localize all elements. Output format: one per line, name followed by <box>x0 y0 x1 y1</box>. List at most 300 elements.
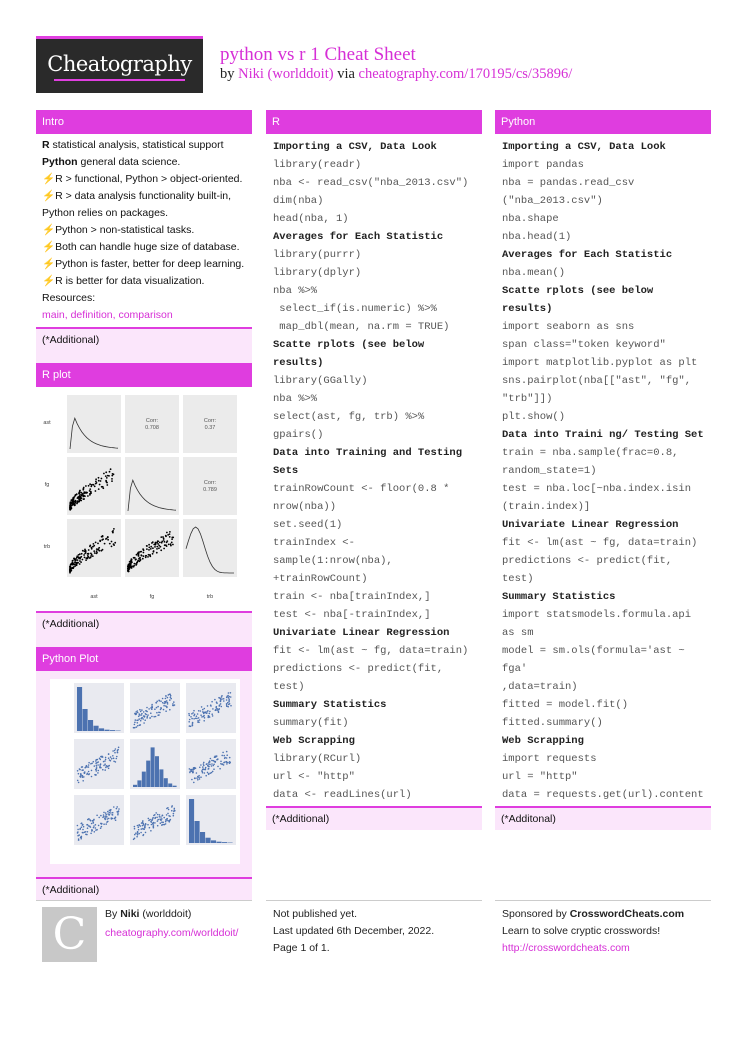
scatter-point <box>110 468 112 470</box>
scatter-point <box>140 718 142 720</box>
scatter-point <box>98 480 100 482</box>
scatter-point <box>155 716 157 718</box>
scatter-point <box>110 756 112 758</box>
scatter-point <box>160 822 162 824</box>
scatter-point <box>91 770 93 772</box>
code-line: data <- readLines(url) <box>273 789 412 801</box>
author-avatar[interactable]: C <box>42 907 97 962</box>
scatter-point <box>165 695 167 697</box>
section-heading: Univariate Linear Regression <box>273 627 450 639</box>
scatter-point <box>78 492 80 494</box>
scatter-point <box>83 498 85 500</box>
scatter-point <box>202 709 204 711</box>
scatter-point <box>77 770 79 772</box>
scatter-point <box>171 537 173 539</box>
code-line: plt.show() <box>502 411 566 423</box>
scatter-point <box>227 702 229 704</box>
scatter-point <box>88 553 90 555</box>
scatter-point <box>142 828 144 830</box>
scatter-point <box>204 772 206 774</box>
intro-body <box>36 134 252 327</box>
scatter-point <box>197 713 199 715</box>
scatter-point <box>196 772 198 774</box>
scatter-point <box>134 563 136 565</box>
scatter-point <box>133 557 135 559</box>
scatter-point <box>189 768 191 770</box>
r-pairs-plot <box>41 393 247 601</box>
footer-divider <box>266 900 482 901</box>
scatter-point <box>166 706 168 708</box>
sheet-url-link[interactable]: cheatography.com/170195/cs/35896/ <box>358 66 573 82</box>
scatter-point <box>191 713 193 715</box>
scatter-point <box>140 714 142 716</box>
scatter-point <box>98 488 100 490</box>
code-line: nba.head(1) <box>502 231 572 243</box>
scatter-point <box>140 832 142 834</box>
scatter-point <box>159 816 161 818</box>
scatter-point <box>141 709 143 711</box>
scatter-point <box>213 765 215 767</box>
scatter-point <box>76 503 78 505</box>
scatter-point <box>148 818 150 820</box>
scatter-point <box>79 499 81 501</box>
scatter-point <box>138 716 140 718</box>
scatter-point <box>229 757 231 759</box>
scatter-point <box>80 823 82 825</box>
scatter-point <box>102 487 104 489</box>
scatter-point <box>151 542 153 544</box>
scatter-point <box>203 762 205 764</box>
scatter-point <box>107 766 109 768</box>
scatter-point <box>211 765 213 767</box>
scatter-point <box>77 497 79 499</box>
scatter-point <box>168 809 170 811</box>
scatter-point <box>116 756 118 758</box>
scatter-point <box>115 819 117 821</box>
scatter-point <box>101 826 103 828</box>
code-line: predictions <- predict(fit, <box>273 663 444 675</box>
scatter-point <box>149 555 151 557</box>
scatter-point <box>85 485 87 487</box>
author-link[interactable]: Niki (worlddoit) <box>238 66 334 82</box>
scatter-point <box>210 704 212 706</box>
scatter-point <box>107 811 109 813</box>
scatter-point <box>116 758 118 760</box>
scatter-point <box>87 495 89 497</box>
code-line: map_dbl(mean, na.rm = TRUE) <box>273 321 450 333</box>
scatter-point <box>152 823 154 825</box>
scatter-point <box>90 486 92 488</box>
code-line: test = nba.loc[~nba.index.isin <box>502 483 692 495</box>
scatter-point <box>82 766 84 768</box>
scatter-point <box>218 711 220 713</box>
scatter-point <box>152 553 154 555</box>
scatter-point <box>98 817 100 819</box>
scatter-point <box>206 763 208 765</box>
scatter-point <box>154 546 156 548</box>
code-line: select_if(is.numeric) %>% <box>273 303 437 315</box>
scatter-point <box>167 820 169 822</box>
scatter-point <box>197 721 199 723</box>
scatter-point <box>86 774 88 776</box>
scatter-point <box>168 815 170 817</box>
section-heading: results) <box>502 303 553 315</box>
scatter-point <box>197 720 199 722</box>
scatter-point <box>221 698 223 700</box>
scatter-point <box>226 762 228 764</box>
scatter-point <box>97 772 99 774</box>
code-line: predictions <- predict(fit, <box>502 555 673 567</box>
scatter-point <box>103 761 105 763</box>
scatter-point <box>105 823 107 825</box>
code-line: data = requests.get(url).content <box>502 789 704 801</box>
intro-line <box>42 256 246 273</box>
scatter-point <box>99 764 101 766</box>
scatter-point <box>191 718 193 720</box>
scatter-point <box>88 485 90 487</box>
scatter-point <box>88 825 90 827</box>
scatter-point <box>113 528 115 530</box>
scatter-point <box>81 492 83 494</box>
scatter-point <box>193 718 195 720</box>
scatter-point <box>78 782 80 784</box>
scatter-point <box>107 818 109 820</box>
scatter-point <box>77 829 79 831</box>
scatter-point <box>214 755 216 757</box>
scatter-point <box>117 750 119 752</box>
scatter-point <box>220 761 222 763</box>
scatter-point <box>90 820 92 822</box>
scatter-point <box>133 565 135 567</box>
scatter-point <box>226 697 228 699</box>
scatter-point <box>195 767 197 769</box>
scatter-point <box>77 825 79 827</box>
scatter-point <box>95 824 97 826</box>
scatter-point <box>229 763 231 765</box>
scatter-point <box>150 548 152 550</box>
scatter-point <box>203 769 205 771</box>
code-line: nba %>% <box>273 285 318 297</box>
scatter-point <box>165 819 167 821</box>
scatter-point <box>161 821 163 823</box>
scatter-point <box>131 558 133 560</box>
scatter-point <box>141 713 143 715</box>
scatter-point <box>81 836 83 838</box>
sponsor-name[interactable]: CrosswordCheats.com <box>569 908 685 920</box>
scatter-point <box>143 824 145 826</box>
scatter-point <box>153 716 155 718</box>
scatter-point <box>137 831 139 833</box>
scatter-point <box>154 818 156 820</box>
section-heading: Averages for Each Statistic <box>273 231 444 243</box>
code-line: import requests <box>502 753 597 765</box>
plot-panel <box>186 739 236 789</box>
axis-label: ast <box>90 594 98 600</box>
rplot-figure <box>36 387 252 611</box>
scatter-point <box>212 708 214 710</box>
scatter-point <box>143 549 145 551</box>
sponsor-url[interactable]: http://crosswordcheats.com <box>502 942 630 954</box>
scatter-point <box>170 695 172 697</box>
scatter-point <box>143 722 145 724</box>
histogram-bar <box>155 756 159 787</box>
scatter-point <box>159 542 161 544</box>
scatter-point <box>221 696 223 698</box>
scatter-point <box>156 707 158 709</box>
code-line: set.seed(1) <box>273 519 343 531</box>
scatter-point <box>99 540 101 542</box>
axis-label: ast <box>43 420 51 426</box>
scatter-point <box>143 555 145 557</box>
scatter-point <box>157 825 159 827</box>
scatter-point <box>98 825 100 827</box>
scatter-point <box>105 538 107 540</box>
footer-divider <box>36 900 252 901</box>
scatter-point <box>111 475 113 477</box>
scatter-point <box>191 779 193 781</box>
plot-panel <box>67 395 121 453</box>
scatter-point <box>107 539 109 541</box>
scatter-point <box>216 706 218 708</box>
scatter-point <box>94 552 96 554</box>
scatter-point <box>170 698 172 700</box>
intro-line <box>42 137 246 154</box>
scatter-point <box>193 710 195 712</box>
code-line: nba.mean() <box>502 267 566 279</box>
scatter-point <box>155 542 157 544</box>
plot-panel <box>125 395 179 453</box>
scatter-point <box>192 772 194 774</box>
scatter-point <box>70 505 72 507</box>
scatter-point <box>101 550 103 552</box>
scatter-point <box>109 814 111 816</box>
scatter-point <box>137 825 139 827</box>
scatter-point <box>146 548 148 550</box>
footer-status <box>273 906 434 957</box>
scatter-point <box>217 766 219 768</box>
scatter-point <box>167 807 169 809</box>
scatter-point <box>152 547 154 549</box>
scatter-point <box>157 541 159 543</box>
intro-line-text: Python relies on packages. <box>42 207 169 219</box>
scatter-point <box>143 715 145 717</box>
scatter-point <box>221 755 223 757</box>
scatter-point <box>136 726 138 728</box>
scatter-point <box>174 810 176 812</box>
r-code-block <box>266 134 482 806</box>
scatter-point <box>98 770 100 772</box>
section-heading: Importing a CSV, Data Look <box>273 141 437 153</box>
scatter-point <box>82 493 84 495</box>
scatter-point <box>209 764 211 766</box>
code-line: dim(nba) <box>273 195 324 207</box>
scatter-point <box>134 834 136 836</box>
scatter-point <box>102 769 104 771</box>
scatter-point <box>95 483 97 485</box>
scatter-point <box>217 758 219 760</box>
scatter-point <box>107 821 109 823</box>
code-line: fitted.summary() <box>502 717 603 729</box>
cheatography-logo[interactable] <box>36 36 203 93</box>
scatter-point <box>72 504 74 506</box>
footer-author-url[interactable]: cheatography.com/worlddoit/ <box>105 927 239 939</box>
scatter-point <box>220 701 222 703</box>
resources-links[interactable]: main, definition, comparison <box>42 309 173 321</box>
scatter-point <box>165 535 167 537</box>
histogram-bar <box>137 780 141 787</box>
scatter-point <box>82 832 84 834</box>
scatter-point <box>145 557 147 559</box>
scatter-point <box>95 760 97 762</box>
scatter-point <box>201 706 203 708</box>
scatter-point <box>162 815 164 817</box>
scatter-point <box>137 722 139 724</box>
scatter-point <box>162 702 164 704</box>
spacer <box>36 635 252 647</box>
r-column <box>266 110 482 830</box>
scatter-point <box>145 555 147 557</box>
scatter-point <box>104 819 106 821</box>
scatter-point <box>189 715 191 717</box>
scatter-point <box>207 705 209 707</box>
scatter-point <box>100 827 102 829</box>
scatter-point <box>112 755 114 757</box>
code-line: nba <- read_csv("nba_2013.csv") <box>273 177 469 189</box>
scatter-point <box>203 765 205 767</box>
scatter-point <box>194 714 196 716</box>
scatter-point <box>200 714 202 716</box>
plot-panel <box>125 519 179 577</box>
intro-header: Intro <box>36 110 252 134</box>
scatter-point <box>130 567 132 569</box>
scatter-point <box>98 477 100 479</box>
footer-divider <box>495 900 711 901</box>
histogram-bar <box>83 709 88 731</box>
scatter-point <box>174 808 176 810</box>
scatter-point <box>86 492 88 494</box>
code-line: (train.index)] <box>502 501 591 513</box>
intro-line-text: ⚡R > data analysis functionality built-in, <box>42 190 232 202</box>
scatter-point <box>163 548 165 550</box>
scatter-point <box>74 501 76 503</box>
scatter-point <box>208 762 210 764</box>
corr-label: Corr: <box>203 480 217 486</box>
scatter-point <box>166 700 168 702</box>
scatter-point <box>215 709 217 711</box>
logo-text: Cheatography <box>47 52 192 76</box>
scatter-point <box>96 770 98 772</box>
scatter-point <box>89 490 91 492</box>
scatter-point <box>140 711 142 713</box>
scatter-point <box>153 551 155 553</box>
scatter-point <box>157 820 159 822</box>
code-line: import pandas <box>502 159 584 171</box>
scatter-point <box>80 838 82 840</box>
scatter-point <box>170 543 172 545</box>
scatter-point <box>192 724 194 726</box>
code-line: head(nba, 1) <box>273 213 349 225</box>
scatter-point <box>211 763 213 765</box>
scatter-point <box>135 719 137 721</box>
scatter-point <box>93 827 95 829</box>
scatter-point <box>160 819 162 821</box>
scatter-point <box>147 556 149 558</box>
scatter-point <box>151 705 153 707</box>
scatter-point <box>143 711 145 713</box>
histogram-bar <box>99 728 104 731</box>
scatter-point <box>211 760 213 762</box>
scatter-point <box>228 701 230 703</box>
scatter-point <box>137 561 139 563</box>
scatter-point <box>111 480 113 482</box>
scatter-point <box>87 831 89 833</box>
scatter-point <box>117 814 119 816</box>
scatter-point <box>140 554 142 556</box>
scatter-point <box>169 531 171 533</box>
scatter-point <box>116 806 118 808</box>
section-heading: Importing a CSV, Data Look <box>502 141 666 153</box>
scatter-point <box>144 719 146 721</box>
code-line: test) <box>273 681 305 693</box>
histogram-bar <box>168 783 172 787</box>
python-header: Python <box>495 110 711 134</box>
scatter-point <box>75 562 77 564</box>
code-line: summary(fit) <box>273 717 349 729</box>
scatter-point <box>89 488 91 490</box>
scatter-point <box>173 705 175 707</box>
scatter-point <box>227 706 229 708</box>
scatter-point <box>76 562 78 564</box>
scatter-point <box>82 776 84 778</box>
scatter-point <box>199 778 201 780</box>
scatter-point <box>79 769 81 771</box>
scatter-point <box>189 725 191 727</box>
scatter-point <box>156 546 158 548</box>
scatter-point <box>92 555 94 557</box>
corr-value: 0.708 <box>145 425 159 431</box>
scatter-point <box>163 709 165 711</box>
scatter-point <box>111 541 113 543</box>
scatter-point <box>91 548 93 550</box>
scatter-point <box>88 774 90 776</box>
scatter-point <box>95 542 97 544</box>
scatter-point <box>157 543 159 545</box>
scatter-point <box>142 835 144 837</box>
footer-sponsor <box>502 906 684 957</box>
scatter-point <box>227 695 229 697</box>
scatter-point <box>160 816 162 818</box>
scatter-point <box>79 560 81 562</box>
scatter-point <box>193 782 195 784</box>
scatter-point <box>88 556 90 558</box>
scatter-point <box>113 806 115 808</box>
scatter-point <box>159 814 161 816</box>
scatter-point <box>75 559 77 561</box>
scatter-point <box>194 778 196 780</box>
scatter-point <box>164 544 166 546</box>
scatter-point <box>228 697 230 699</box>
code-line: train <- nba[trainIndex,] <box>273 591 431 603</box>
scatter-point <box>191 771 193 773</box>
scatter-point <box>134 722 136 724</box>
code-line: nrow(nba)) <box>273 501 337 513</box>
scatter-point <box>103 823 105 825</box>
scatter-point <box>170 697 172 699</box>
scatter-point <box>74 503 76 505</box>
scatter-point <box>80 773 82 775</box>
scatter-point <box>191 769 193 771</box>
scatter-point <box>70 566 72 568</box>
